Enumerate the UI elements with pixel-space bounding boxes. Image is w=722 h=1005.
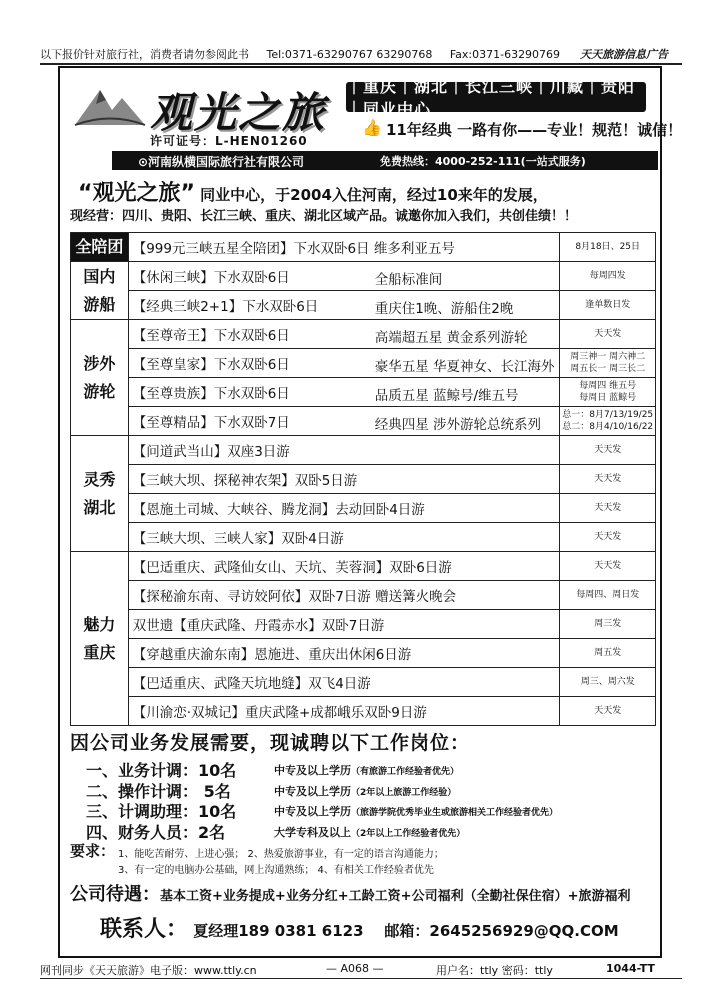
tour-title: 【至尊帝王】下水双卧6日 bbox=[132, 328, 290, 344]
table-row bbox=[71, 233, 656, 262]
tour-title: 【问道武当山】双座3日游 bbox=[132, 444, 290, 460]
tour-category: 全陪团 bbox=[71, 233, 129, 262]
tour-category: 魅力 重庆 bbox=[71, 552, 129, 726]
table-row bbox=[71, 349, 656, 378]
requirements-line-1: 1、能吃苦耐劳、上进心强； 2、热爱旅游事业，有一定的语言沟通能力； bbox=[118, 849, 444, 860]
job-requirement bbox=[274, 824, 465, 840]
tour-schedule: 周三、周六发 bbox=[560, 668, 656, 697]
tour-title: 【至尊贵族】下水双卧6日 bbox=[132, 386, 290, 402]
hotline-text: 免费热线：4000-252-111(一站式服务) bbox=[380, 155, 586, 168]
top-info-line bbox=[40, 46, 668, 62]
requirements-line-2: 3、有一定的电脑办公基础，网上沟通熟练； 4、有相关工作经验者优先 bbox=[118, 865, 434, 876]
tour-description bbox=[128, 378, 560, 407]
table-row bbox=[71, 378, 656, 407]
tour-title: 【探秘渝东南、寻访姣阿依】双卧7日游 赠送篝火晚会 bbox=[132, 589, 457, 605]
tour-description bbox=[128, 494, 560, 523]
top-divider bbox=[40, 63, 682, 65]
table-row bbox=[71, 668, 656, 697]
license-number: 许可证号：L-HEN01260 bbox=[150, 134, 308, 148]
mountain-logo-icon bbox=[70, 80, 150, 130]
job-note: （2年以上旅游工作经验） bbox=[351, 788, 457, 798]
tour-schedule: 周三发 bbox=[560, 610, 656, 639]
tour-title: 【三峡大坝、探秘神农架】双卧5日游 bbox=[132, 473, 358, 489]
tour-schedule: 8月18日、25日 bbox=[560, 233, 656, 262]
table-row bbox=[71, 552, 656, 581]
job-requirement bbox=[274, 762, 459, 778]
tour-feature: 豪华五星 华夏神女、长江海外 bbox=[374, 359, 555, 375]
footer-website: 网刊同步《天天旅游》电子版：www.ttly.cn bbox=[40, 964, 257, 977]
table-row bbox=[71, 494, 656, 523]
contact-info bbox=[100, 912, 619, 943]
email-label: 邮箱： bbox=[384, 922, 430, 940]
tour-category: 灵秀 湖北 bbox=[71, 436, 129, 552]
requirements-label: 要求： bbox=[70, 842, 116, 860]
job-requirement bbox=[274, 803, 558, 819]
tour-schedule: 每周四 维五号 每周日 蓝鲸号 bbox=[560, 378, 656, 407]
table-row bbox=[71, 639, 656, 668]
ad-label: 天天旅游信息广告 bbox=[580, 48, 668, 61]
job-title: 一、业务计调：10名 bbox=[86, 761, 237, 780]
tour-schedule: 逢单数日发 bbox=[560, 291, 656, 320]
email-address: 2645256929@QQ.COM bbox=[429, 922, 619, 940]
tour-category: 国内 游船 bbox=[71, 262, 129, 320]
notice-text: 以下报价针对旅行社，消费者请勿参阅此书 bbox=[40, 48, 249, 61]
tel-text: Tel:0371-63290767 63290768 bbox=[266, 48, 433, 61]
tour-table bbox=[70, 232, 656, 726]
table-row bbox=[71, 407, 656, 436]
fax-text: Fax:0371-63290769 bbox=[449, 48, 561, 61]
tour-feature: 高端超五星 黄金系列游轮 bbox=[374, 330, 528, 346]
tour-schedule: 天天发 bbox=[560, 523, 656, 552]
benefits bbox=[70, 880, 630, 906]
tour-schedule: 天天发 bbox=[560, 436, 656, 465]
tour-description bbox=[128, 697, 560, 726]
benefits-label: 公司待遇： bbox=[70, 884, 160, 905]
table-row bbox=[71, 320, 656, 349]
tour-description bbox=[128, 552, 560, 581]
tour-schedule: 周五发 bbox=[560, 639, 656, 668]
tour-title: 【经典三峡2+1】下水双卧6日 bbox=[132, 299, 319, 315]
job-education: 中专及以上学历 bbox=[274, 764, 351, 777]
tour-description bbox=[128, 436, 560, 465]
tour-schedule: 天天发 bbox=[560, 465, 656, 494]
job-education: 大学专科及以上 bbox=[274, 826, 351, 839]
tour-title: 【三峡大坝、三峡人家】双卧4日游 bbox=[132, 531, 344, 547]
tour-description bbox=[128, 581, 560, 610]
tour-category: 涉外 游轮 bbox=[71, 320, 129, 436]
tour-schedule: 天天发 bbox=[560, 697, 656, 726]
tour-schedule: 天天发 bbox=[560, 494, 656, 523]
footer-issue: 1044-TT bbox=[606, 962, 655, 975]
job-education: 中专及以上学历 bbox=[274, 805, 351, 818]
tour-description bbox=[128, 262, 560, 291]
benefits-text: 基本工资+业务提成+业务分红+工龄工资+公司福利（全勤社保住宿）+旅游福利 bbox=[160, 889, 631, 904]
tour-description bbox=[128, 233, 560, 262]
tour-title: 【999元三峡五星全陪团】下水双卧6日 维多利亚五号 bbox=[132, 241, 455, 257]
job-note: （旅游学院优秀毕业生或旅游相关工作经验者优先） bbox=[351, 808, 559, 818]
recruit-title: 因公司业务发展需要，现诚聘以下工作岗位： bbox=[70, 732, 471, 754]
tour-description bbox=[128, 639, 560, 668]
table-row bbox=[71, 291, 656, 320]
brand-logo-text: 观光之旅 bbox=[150, 88, 327, 137]
intro-line-1 bbox=[78, 176, 548, 207]
agency-name: ⊙河南纵横国际旅行社有限公司 bbox=[138, 155, 305, 169]
slogan-text: 11年经典 一路有你——专业！规范！诚信！ bbox=[386, 121, 683, 139]
job-note: （2年以上工作经验者优先） bbox=[351, 829, 466, 839]
tour-schedule: 总一：8月7/13/19/25 总二：8月4/10/16/22 bbox=[560, 407, 656, 436]
tour-schedule: 周三神一 周六神二 周五长一 周三长二 bbox=[560, 349, 656, 378]
intro-line-2: 现经营：四川、贵阳、长江三峡、重庆、湖北区域产品。诚邀你加入我们，共创佳绩！！ bbox=[70, 209, 578, 224]
tour-schedule: 天天发 bbox=[560, 320, 656, 349]
tour-title: 【至尊皇家】下水双卧6日 bbox=[132, 357, 290, 373]
job-requirement bbox=[274, 783, 456, 799]
footer bbox=[40, 962, 680, 978]
tour-description bbox=[128, 523, 560, 552]
tour-title: 【休闲三峡】下水双卧6日 bbox=[132, 270, 290, 286]
destinations-banner: ｜重庆｜湖北｜长江三峡｜川藏｜贵阳｜同业中心 bbox=[346, 82, 646, 112]
tour-title: 【至尊精品】下水双卧7日 bbox=[132, 415, 290, 431]
job-title: 四、财务人员：2名 bbox=[86, 823, 226, 842]
intro-text-1: 同业中心，于2004入住河南，经过10来年的发展， bbox=[200, 186, 548, 204]
table-row bbox=[71, 610, 656, 639]
tour-title: 【川渝恋·双城记】重庆武隆+成都峨乐双卧9日游 bbox=[132, 705, 427, 721]
tour-description bbox=[128, 407, 560, 436]
table-row bbox=[71, 262, 656, 291]
job-title: 二、操作计调： 5名 bbox=[86, 782, 231, 801]
tour-description bbox=[128, 291, 560, 320]
tour-feature: 全船标准间 bbox=[374, 272, 443, 288]
tour-title: 【恩施土司城、大峡谷、腾龙洞】去动回卧4日游 bbox=[132, 502, 425, 518]
intro-brand: “观光之旅” bbox=[78, 181, 195, 206]
job-title: 三、计调助理：10名 bbox=[86, 802, 237, 821]
job-education: 中专及以上学历 bbox=[274, 785, 351, 798]
job-item bbox=[86, 820, 646, 843]
job-item bbox=[86, 799, 646, 822]
tour-description bbox=[128, 668, 560, 697]
job-item bbox=[86, 758, 646, 781]
bottom-divider bbox=[40, 978, 682, 979]
job-note: （有旅游工作经验者优先） bbox=[351, 767, 460, 777]
table-row bbox=[71, 436, 656, 465]
tour-feature: 品质五星 蓝鲸号/维五号 bbox=[374, 388, 519, 404]
contact-label: 联系人： bbox=[100, 917, 189, 942]
tour-description bbox=[128, 465, 560, 494]
tour-description bbox=[128, 320, 560, 349]
tour-schedule: 每周四、周日发 bbox=[560, 581, 656, 610]
tour-title: 【巴适重庆、武隆仙女山、天坑、芙蓉洞】双卧6日游 bbox=[132, 560, 452, 576]
tour-title: 双世遗【重庆武隆、丹霞赤水】双卧7日游 bbox=[132, 618, 385, 634]
contact-name-phone: 夏经理189 0381 6123 bbox=[193, 922, 364, 940]
table-row bbox=[71, 697, 656, 726]
tour-schedule: 天天发 bbox=[560, 552, 656, 581]
table-row bbox=[71, 465, 656, 494]
table-row bbox=[71, 581, 656, 610]
footer-page-number: — A068 — bbox=[326, 962, 384, 975]
tour-title: 【巴适重庆、武隆天坑地缝】双飞4日游 bbox=[132, 676, 371, 692]
tour-feature: 重庆住1晚、游船住2晚 bbox=[374, 301, 514, 317]
tour-schedule: 每周四发 bbox=[560, 262, 656, 291]
tour-feature: 经典四星 涉外游轮总统系列 bbox=[374, 417, 541, 433]
footer-credentials: 用户名：ttly 密码：ttly bbox=[436, 964, 553, 977]
tour-description bbox=[128, 610, 560, 639]
thumbs-up-icon: 👍 bbox=[362, 118, 382, 137]
agency-bar bbox=[112, 151, 658, 170]
tour-title: 【穿越重庆渝东南】恩施进、重庆出休闲6日游 bbox=[132, 647, 412, 663]
tour-description bbox=[128, 349, 560, 378]
table-row bbox=[71, 523, 656, 552]
